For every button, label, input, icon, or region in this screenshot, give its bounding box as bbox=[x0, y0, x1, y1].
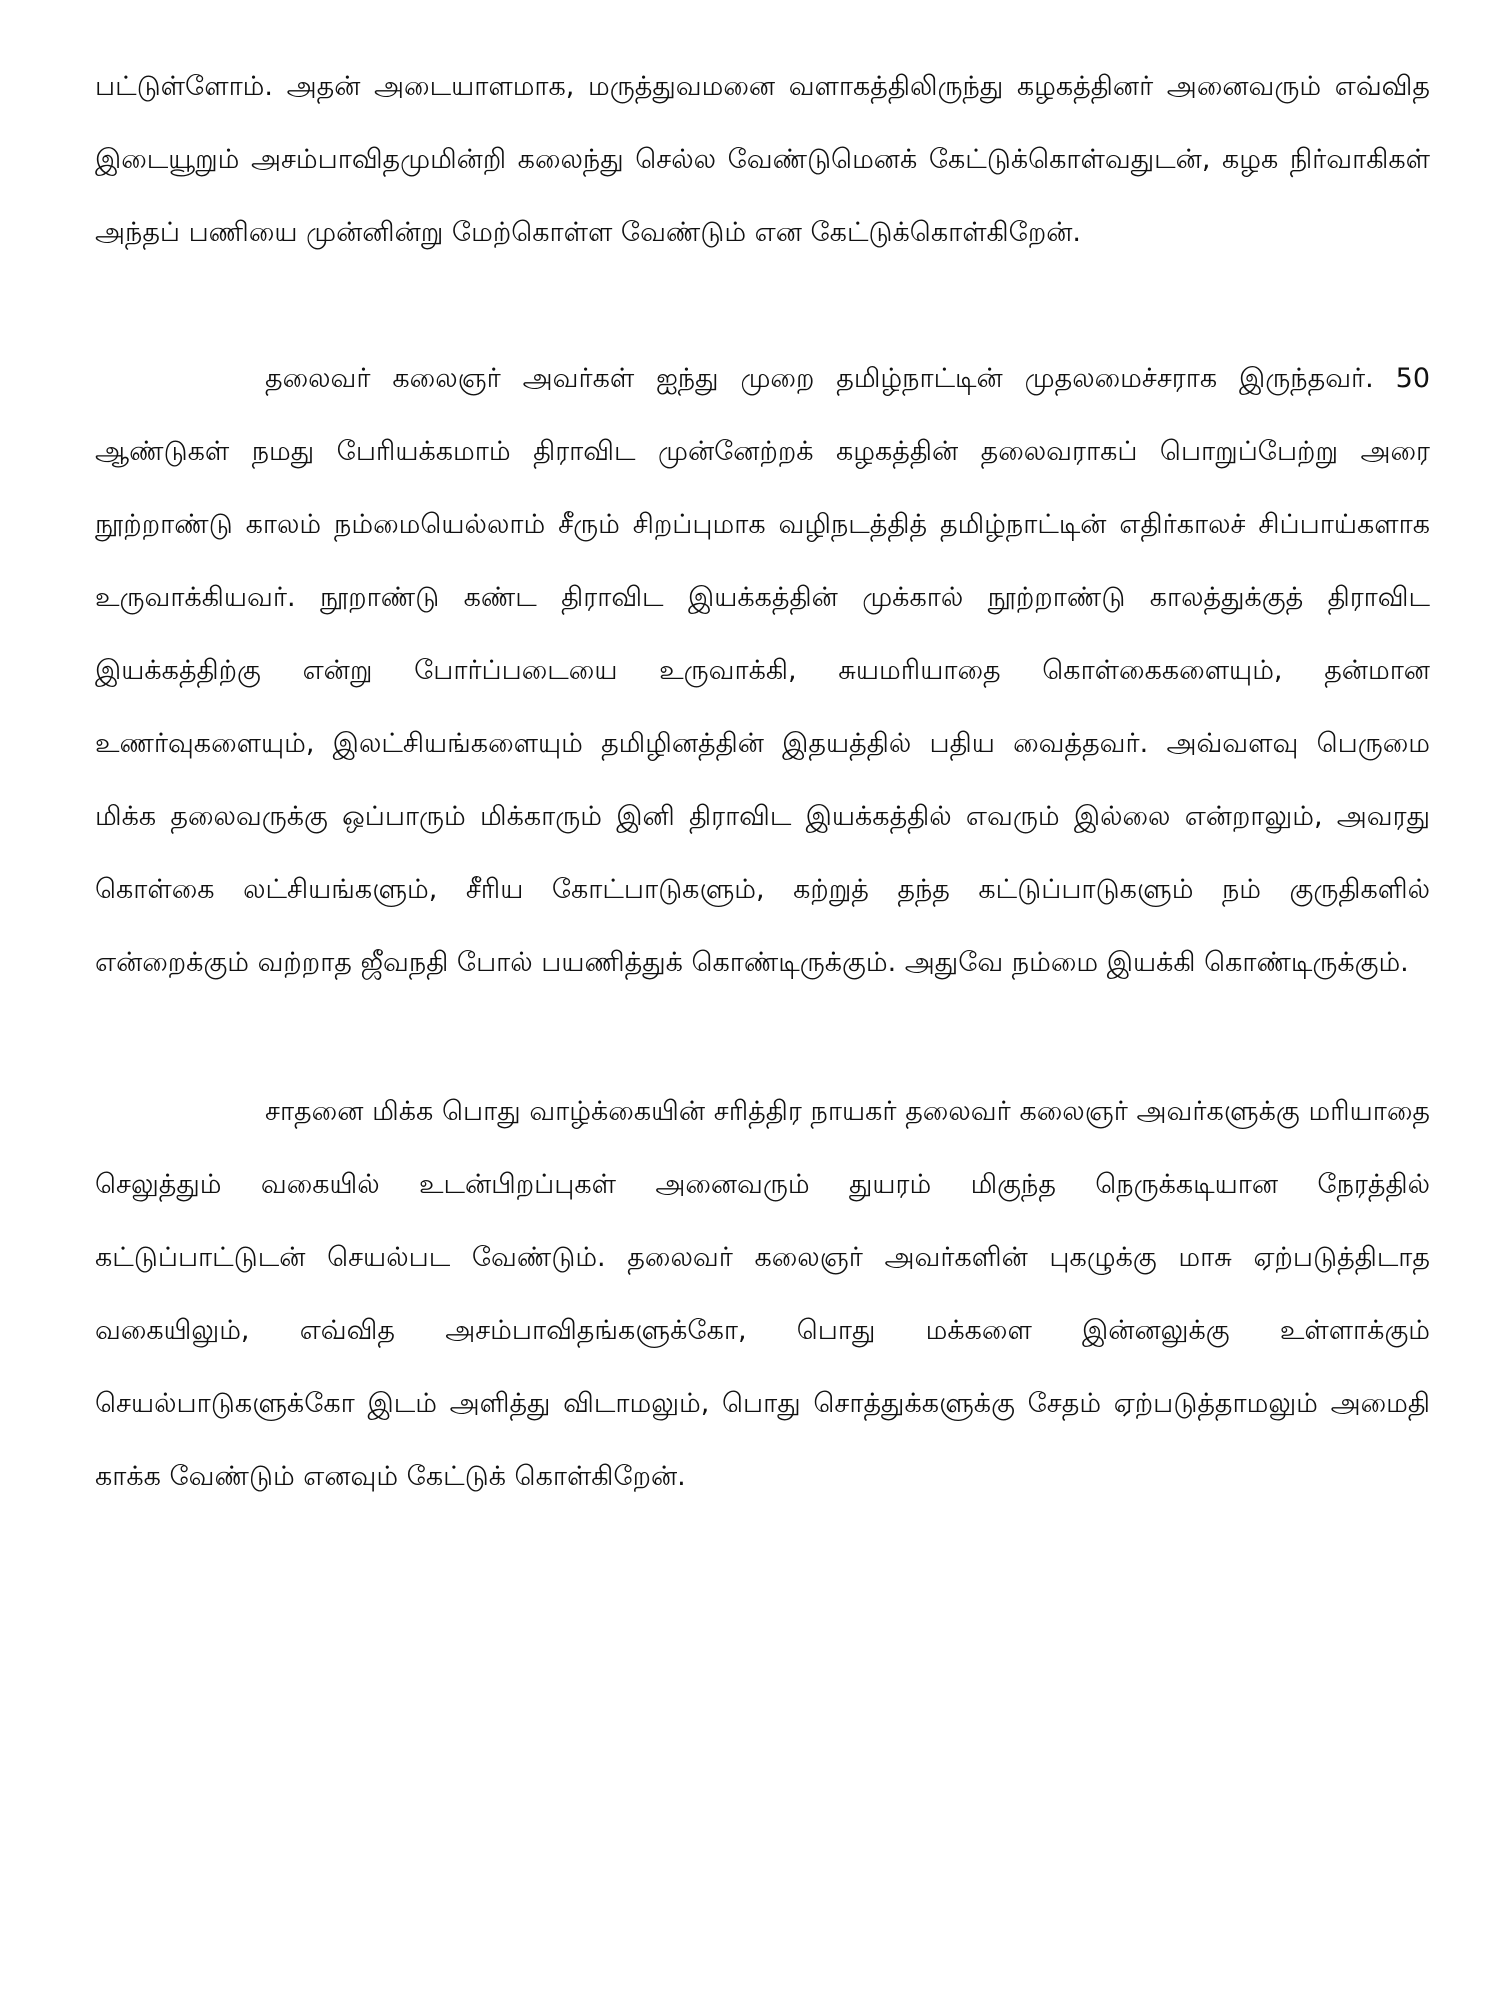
paragraph-2: தலைவர் கலைஞர் அவர்கள் ஐந்து முறை தமிழ்நாட்டின் முதலமைச்சராக இருந்தவர். 50 ஆண்டுகள் நமது பேரியக்கமாம் திராவிட முன்னேற்றக் கழகத்தின் தலைவராகப் பொறுப்பேற்று அரை நூற்றாண்டு காலம் நம்மையெல்லாம் சீரும் சிறப்புமாக வழிநடத்தித் தமிழ்நாட்டின் எதிர்காலச் சிப்பாய்களாக உருவாக்கியவர். நூறாண்டு கண்ட திராவிட இயக்கத்தின் முக்கால் நூற்றாண்டு காலத்துக்குத் திராவிட இயக்கத்திற்கு என்று போர்ப்படையை உருவாக்கி, சுயமரியாதை கொள்கைகளையும், தன்மான உணர்வுகளையும், இலட்சியங்களையும் தமிழினத்தின் இதயத்தில் பதிய வைத்தவர். அவ்வளவு பெருமை மிக்க தலைவருக்கு ஒப்பாரும் மிக்காரும் இனி திராவிட இயக்கத்தில் எவரும் இல்லை என்றாலும், அவரது கொள்கை லட்சியங்களும், சீரிய கோட்பாடுகளும், கற்றுத் தந்த கட்டுப்பாடுகளும் நம் குருதிகளில் என்றைக்கும் வற்றாத ஜீவநதி போல் பயணித்துக் கொண்டிருக்கும். அதுவே நம்மை இயக்கி கொண்டிருக்கும். bbox=[95, 363, 1430, 978]
paragraph-1: பட்டுள்ளோம். அதன் அடையாளமாக, மருத்துவமனை வளாகத்திலிருந்து கழகத்தினர் அனைவரும் எவ்வித இடையூறும் அசம்பாவிதமுமின்றி கலைந்து செல்ல வேண்டுமெனக் கேட்டுக்கொள்வதுடன், கழக நிர்வாகிகள் அந்தப் பணியை முன்னின்று மேற்கொள்ள வேண்டும் என கேட்டுக்கொள்கிறேன். bbox=[95, 71, 1430, 248]
paragraph-spacer bbox=[95, 269, 1430, 342]
paragraph-spacer bbox=[95, 999, 1430, 1075]
paragraph-3: சாதனை மிக்க பொது வாழ்க்கையின் சரித்திர நாயகர் தலைவர் கலைஞர் அவர்களுக்கு மரியாதை செலுத்தும் வகையில் உடன்பிறப்புகள் அனைவரும் துயரம் மிகுந்த நெருக்கடியான நேரத்தில் கட்டுப்பாட்டுடன் செயல்பட வேண்டும். தலைவர் கலைஞர் அவர்களின் புகழுக்கு மாசு ஏற்படுத்திடாத வகையிலும், எவ்வித அசம்பாவிதங்களுக்கோ, பொது மக்களை இன்னலுக்கு உள்ளாக்கும் செயல்பாடுகளுக்கோ இடம் அளித்து விடாமலும், பொது சொத்துக்களுக்கு சேதம் ஏற்படுத்தாமலும் அமைதி காக்க வேண்டும் எனவும் கேட்டுக் கொள்கிறேன். bbox=[95, 1096, 1430, 1492]
